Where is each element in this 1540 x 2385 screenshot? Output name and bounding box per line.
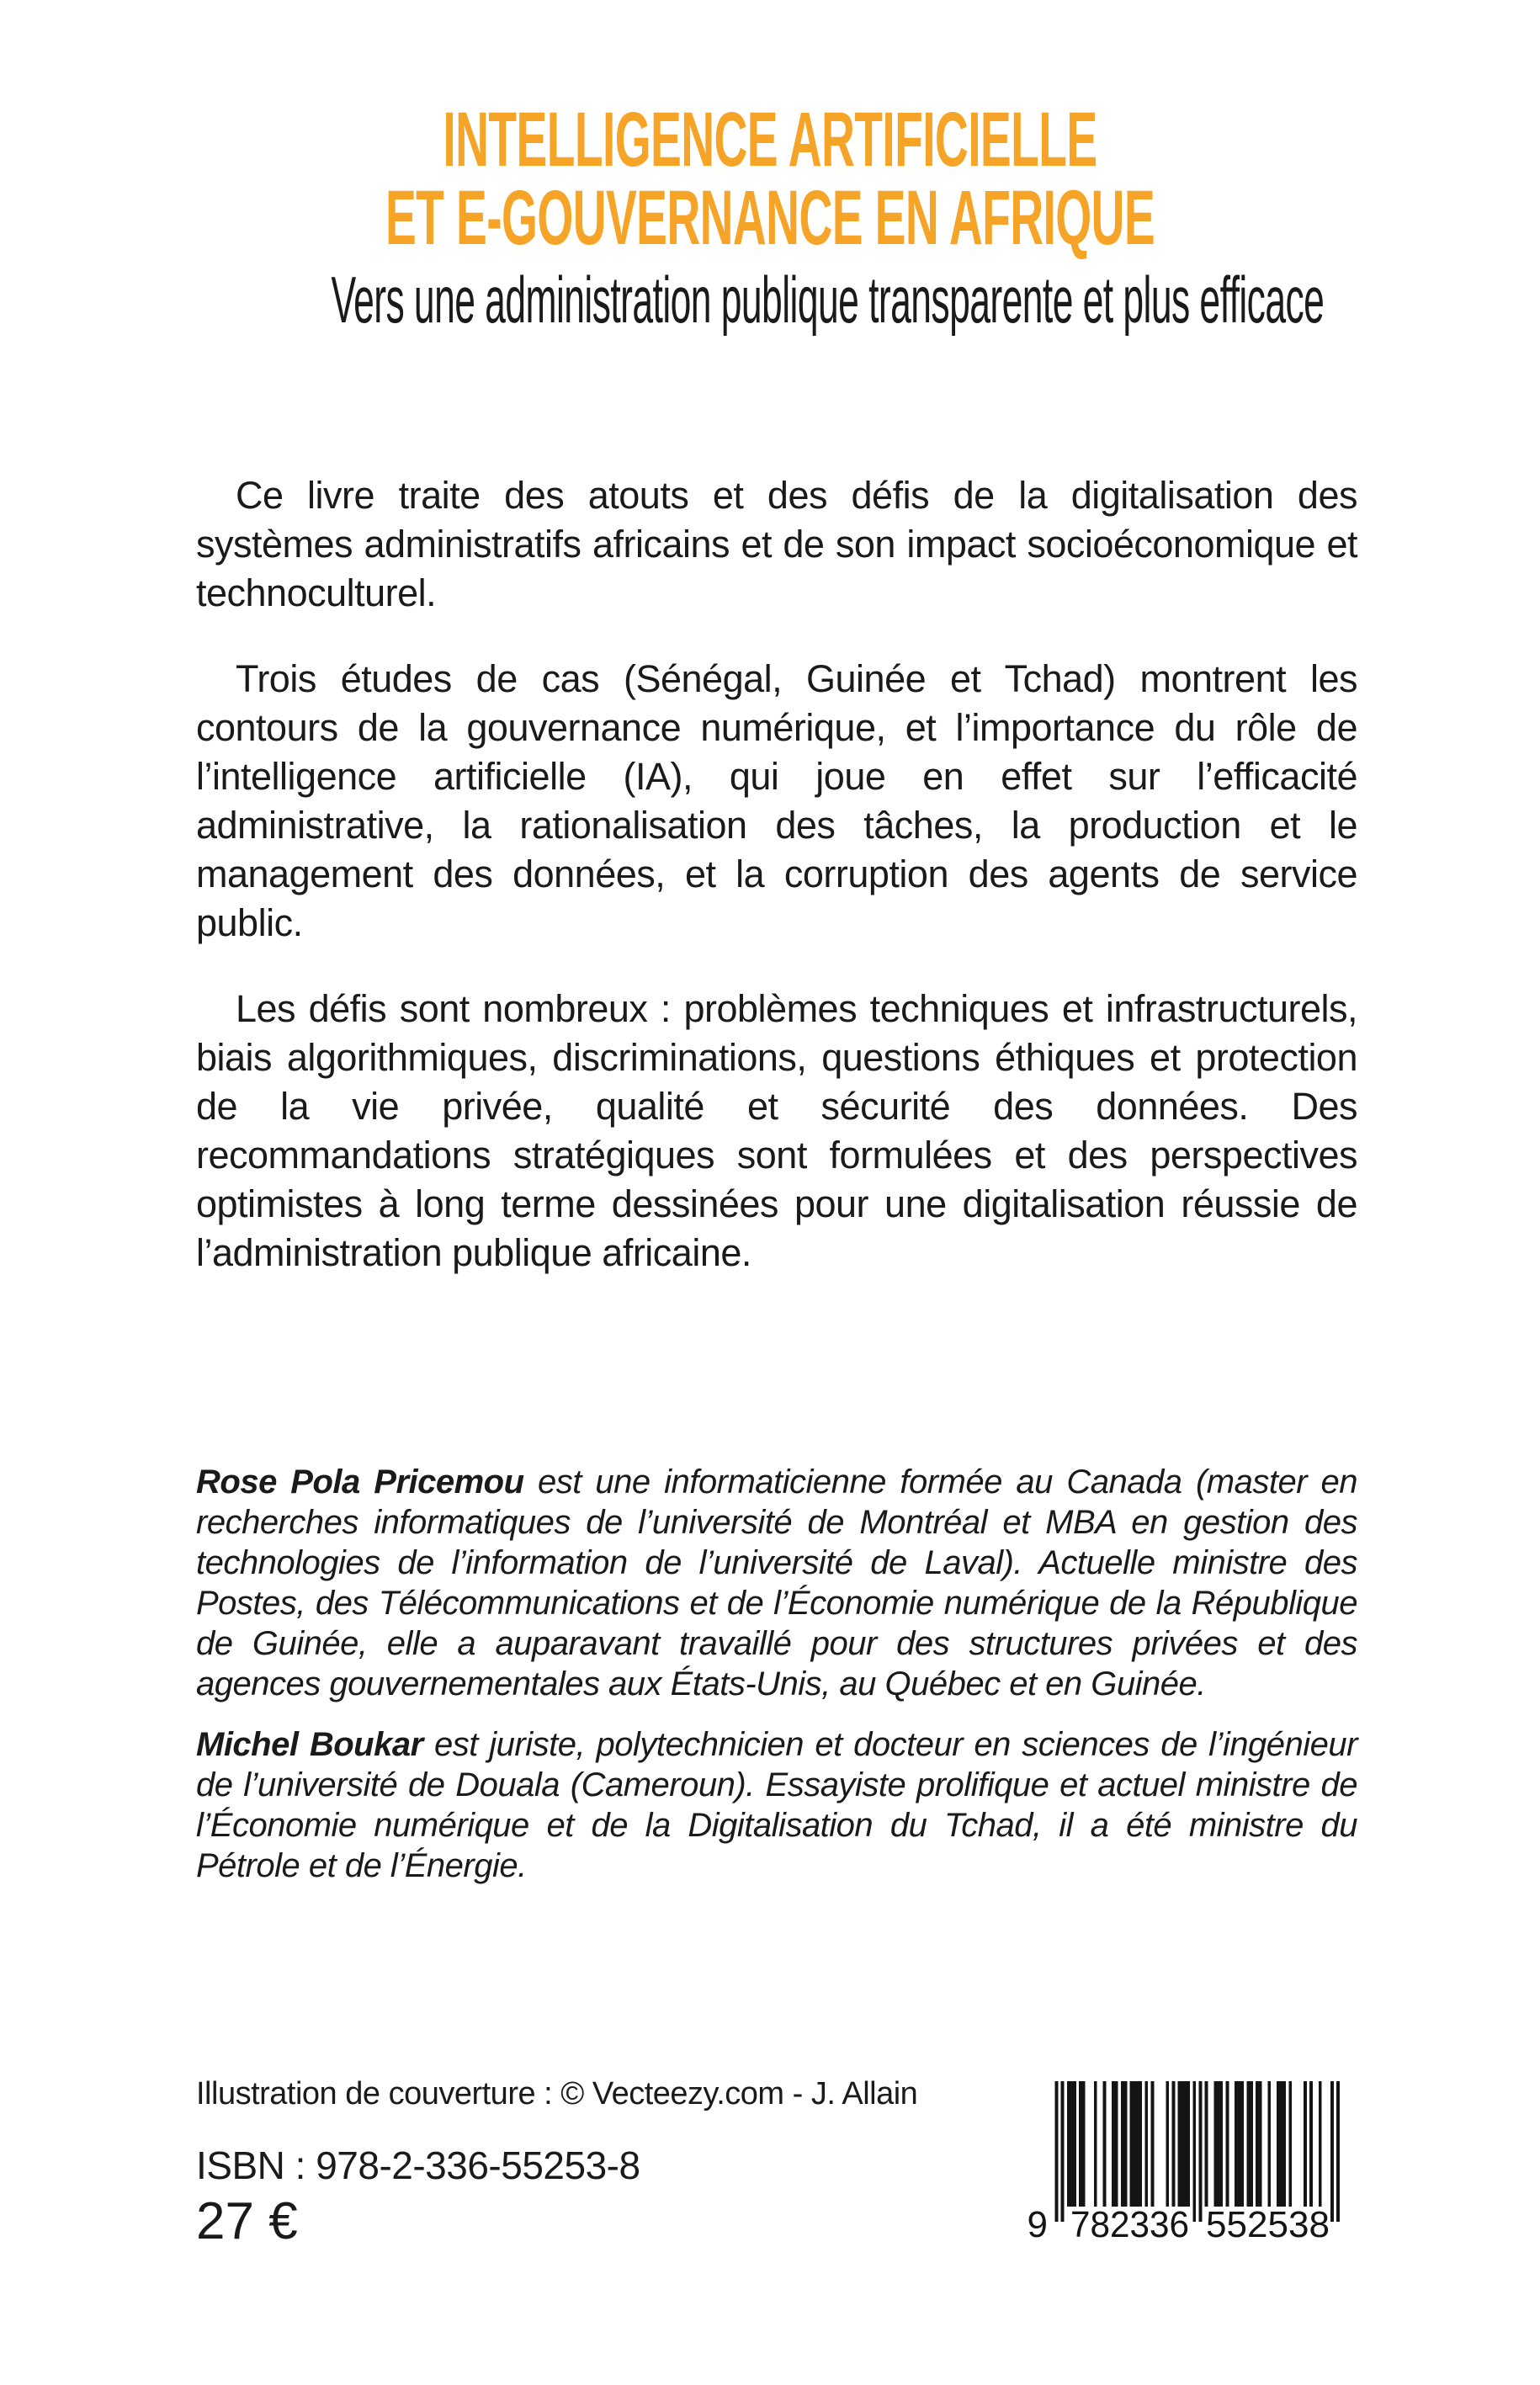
barcode-digit-leading: 9 bbox=[1027, 2204, 1048, 2243]
price-text: 27 € bbox=[196, 2192, 298, 2250]
barcode-digits-group2: 552538 bbox=[1206, 2204, 1330, 2243]
book-title-line-1: INTELLIGENCE ARTIFICIELLE bbox=[443, 97, 1097, 183]
author-bios bbox=[196, 1462, 1357, 1906]
synopsis bbox=[196, 471, 1357, 1315]
author-bio-1 bbox=[196, 1462, 1357, 1704]
title-block bbox=[0, 97, 1540, 337]
author-name-2: Michel Boukar bbox=[196, 1726, 423, 1763]
author-bio-2-text: est juriste, polytechnicien et docteur en sciences de l’ingénieur de l’université de Douala (Cameroun). Essayiste prolifique et actuel ministre de l’Économie numérique et de la Digitalisation du Tchad, il a été ministre du Pétrole et de l’Énergie. bbox=[196, 1726, 1357, 1884]
synopsis-paragraph-2: Trois études de cas (Sénégal, Guinée et Tchad) montrent les contours de la gouvernance numérique, et l’importance du rôle de l’intelligence artificielle (IA), qui joue en effet sur l’efficacité administrative, la rationalisation des tâches, la production et le management des données, et la corruption des agents de service public. bbox=[196, 657, 1357, 944]
synopsis-paragraph-1: Ce livre traite des atouts et des défis de la digitalisation des systèmes administratifs africains et de son impact socioéconomique et technoculturel. bbox=[196, 474, 1357, 614]
cover-illustration-credit: Illustration de couverture : © Vecteezy.com - J. Allain bbox=[196, 2076, 918, 2111]
author-bio-2 bbox=[196, 1724, 1357, 1886]
barcode-bars bbox=[1055, 2081, 1340, 2222]
author-name-1: Rose Pola Pricemou bbox=[196, 1463, 524, 1501]
barcode-digits-group1: 782336 bbox=[1070, 2204, 1189, 2243]
isbn-text: ISBN : 978-2-336-55253-8 bbox=[196, 2143, 640, 2187]
book-subtitle: Vers une administration publique transparente et plus efficace bbox=[331, 263, 1325, 337]
synopsis-paragraph-3: Les défis sont nombreux : problèmes techniques et infrastructurels, biais algorithmiques, discriminations, questions éthiques et protection de la vie privée, qualité et sécurité des données. Des recommandations stratégiques sont formulées et des perspectives optimistes à long terme dessinées pour une digitalisation réussie de l’administration publique africaine. bbox=[196, 987, 1357, 1274]
book-title-line-2: ET E-GOUVERNANCE EN AFRIQUE bbox=[385, 175, 1155, 261]
ean13-barcode bbox=[1025, 2081, 1347, 2243]
author-bio-1-text: est une informaticienne formée au Canada (master en recherches informatiques de l’université de Montréal et MBA en gestion des technologies de l’information de l’université de Laval). Actuelle ministre des Postes, des Télécommunications et de l’Économie numérique de la République de Guinée, elle a auparavant travaillé pour des structures privées et des agences gouvernementales aux États-Unis, au Québec et en Guinée. bbox=[196, 1463, 1358, 1702]
